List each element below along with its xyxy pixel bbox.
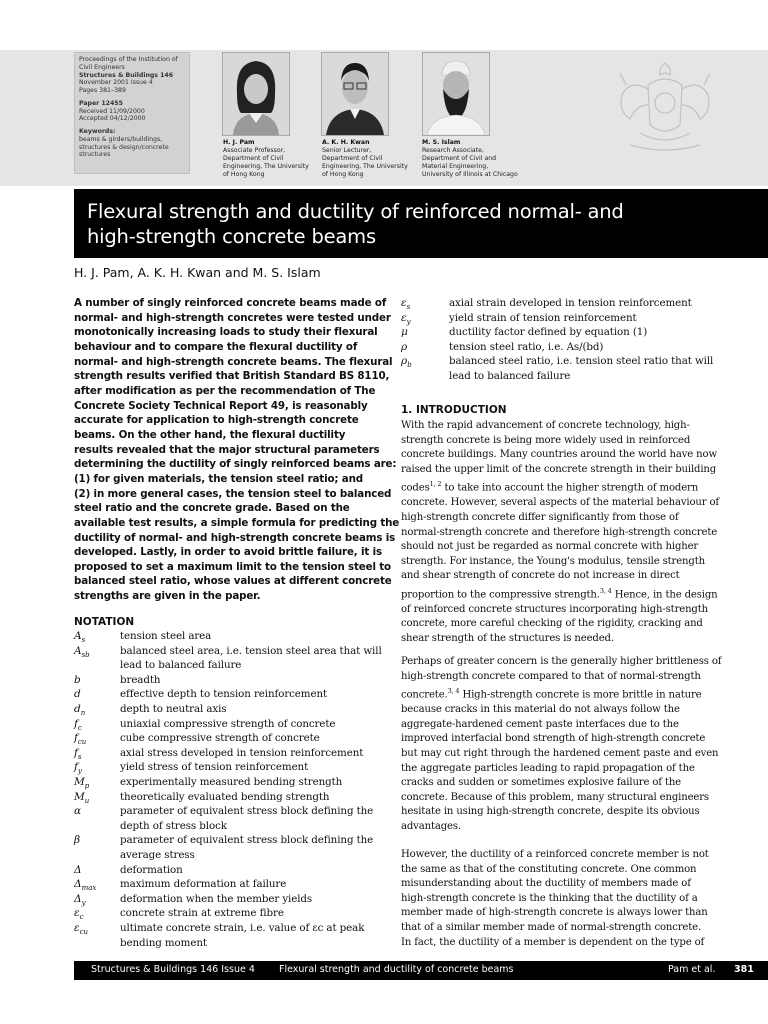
page-number: 381 — [734, 964, 754, 975]
body-line: Perhaps of greater concern is the generally higher brittleness of — [401, 656, 722, 667]
author-photo-kwan — [321, 52, 389, 136]
abstract-line: available test results, a simple formula for predicting the — [74, 516, 400, 529]
notation-definition: balanced steel area, i.e. tension steel area that will — [120, 644, 382, 657]
body-line: high-strength concrete is the thinking that the ductility of a — [401, 892, 698, 904]
pub-issue: November 2001 Issue 4 — [79, 79, 153, 87]
notation-symbol: ρ — [401, 340, 408, 353]
author-photo-pam — [222, 52, 290, 136]
body-line: the same as that of the constituting concrete. One common — [401, 863, 697, 875]
footer-authors: Pam et al. — [668, 964, 716, 975]
body-line: the aggregate particles leading to rapid propagation of the — [401, 762, 695, 774]
author-caption-pam — [223, 139, 309, 178]
intro-paragraph-1 — [401, 419, 761, 647]
keywords-label: Keywords: — [79, 128, 116, 135]
body-line: improved interfacial bond strength of high-strength concrete — [401, 733, 706, 745]
abstract-line: proposed to set a maximum limit to the tension steel to — [74, 560, 391, 573]
body-line: concrete buildings. Many countries around the world have now — [401, 449, 717, 461]
notation-symbol: $\varepsilon_y$ — [401, 311, 411, 326]
author-affiliation: of Hong Kong — [223, 170, 265, 178]
abstract-line: A number of singly reinforced concrete beams made of — [74, 297, 387, 309]
body-line: proportion to the compressive strength.$^{3, 4}$ Hence, in the design — [401, 586, 718, 601]
body-line: concrete, more careful checking of the rigidity, cracking and — [401, 618, 703, 630]
intro-paragraph-3 — [401, 848, 761, 950]
body-line: hesitate in using high-strength concrete, despite its obvious — [401, 806, 700, 818]
author-affiliation: Associate Professor, — [223, 146, 286, 154]
abstract — [74, 296, 400, 604]
pub-journal: Structures & Buildings 146 — [79, 71, 174, 79]
notation-definition: depth of stress block — [120, 819, 227, 832]
notation-symbol: $f_c$ — [74, 717, 82, 732]
body-line: of reinforced concrete structures incorporating high-strength — [401, 603, 708, 615]
body-line: normal-strength concrete and therefore high-strength concrete — [401, 526, 718, 538]
author-affiliation: Engineering, The University — [322, 162, 408, 170]
title-line: high-strength concrete beams — [87, 225, 376, 248]
body-line: aggregate-hardened cement paste interfaces due to the — [401, 718, 679, 730]
body-line: because cracks in this material do not always follow the — [401, 704, 680, 716]
author-caption-kwan — [322, 139, 408, 178]
keyword-line: beams & girders/buildings, — [79, 135, 163, 143]
keyword-line: structures — [79, 151, 111, 159]
author-affiliation: Department of Civil — [322, 154, 383, 162]
notation-definition: concrete strain at extreme fibre — [120, 907, 284, 920]
author-affiliation: University of Illinois at Chicago — [422, 170, 518, 178]
notation-symbol: α — [74, 805, 82, 818]
notation-definition: cube compressive strength of concrete — [120, 732, 320, 745]
ice-emblem-icon — [600, 55, 730, 160]
abstract-line: (1) for given materials, the tension steel ratio; and — [74, 472, 363, 485]
page-footer — [74, 961, 768, 980]
abstract-line: beams. On the other hand, the flexural ductility — [74, 428, 346, 441]
abstract-line: determining the ductility of singly reinforced beams are: — [74, 458, 397, 471]
notation-symbol: $\varepsilon_s$ — [401, 297, 411, 312]
body-line: strength. For instance, the Young's modulus, tensile strength — [401, 555, 705, 567]
intro-paragraph-2 — [401, 655, 761, 834]
notation-definition: breadth — [120, 673, 161, 686]
notation-symbol: b — [74, 673, 81, 686]
body-line: With the rapid advancement of concrete technology, high- — [401, 420, 690, 431]
body-line: that of a similar member made of normal-strength concrete. — [401, 921, 702, 933]
notation-definition: yield strain of tension reinforcement — [449, 311, 637, 324]
abstract-line: monotonically increasing loads to study their flexural — [74, 326, 378, 339]
abstract-line: (2) in more general cases, the tension steel to balanced — [74, 487, 392, 500]
abstract-line: results revealed that the major structural parameters — [74, 443, 380, 456]
body-line: misunderstanding about the ductility of members made of — [401, 878, 691, 890]
body-line: cracks and sudden or sometimes explosive failure of the — [401, 777, 682, 789]
pub-paper-number: Paper 12455 — [79, 99, 123, 107]
notation-definition: tension steel ratio, i.e. As/(bd) — [449, 340, 604, 353]
body-line: but may cut right through the hardened cement paste and even — [401, 747, 719, 759]
notation-symbol: $M_p$ — [74, 776, 90, 791]
notation-symbol: β — [74, 834, 81, 847]
notation-symbol: $f_s$ — [74, 746, 82, 761]
body-line: codes$^{1, 2}$ to take into account the higher strength of modern — [401, 480, 699, 494]
body-line: advantages. — [401, 820, 461, 832]
notation-definition: experimentally measured bending strength — [120, 776, 343, 788]
notation-symbol: $f_y$ — [74, 761, 82, 776]
body-line: high-strength concrete compared to that of normal-strength — [401, 670, 701, 682]
notation-symbol: $A_{sb}$ — [74, 644, 90, 659]
author-affiliation: Material Engineering, — [422, 162, 489, 170]
notation-definition: axial stress developed in tension reinforcement — [120, 746, 364, 759]
publication-info-box — [74, 52, 190, 174]
abstract-line: behaviour and to compare the flexural ductility of — [74, 340, 358, 353]
article-title — [87, 199, 624, 249]
body-line: high-strength concrete differ significantly from those of — [401, 511, 679, 523]
author-affiliation: Department of Civil and — [422, 154, 497, 162]
notation-definition: lead to balanced failure — [449, 370, 571, 382]
section-heading-introduction: 1. INTRODUCTION — [401, 404, 507, 416]
author-affiliation: Department of Civil — [223, 154, 284, 162]
body-line: strength concrete is being more widely used in reinforced — [401, 434, 691, 446]
notation-definition: uniaxial compressive strength of concrete — [120, 717, 336, 730]
abstract-line: ductility of normal- and high-strength concrete beams is — [74, 531, 396, 544]
body-line: concrete. Because of this problem, many structural engineers — [401, 791, 709, 803]
notation-definition: parameter of equivalent stress block defining the — [120, 805, 374, 818]
notation-symbol: $d_n$ — [74, 703, 86, 718]
body-line: should not just be regarded as normal concrete with higher — [401, 541, 699, 553]
notation-definition: ductility factor defined by equation (1) — [449, 326, 648, 339]
body-line: and shear strength of concrete do not increase in direct — [401, 570, 680, 582]
notation-symbol: $\Delta_y$ — [74, 892, 86, 907]
footer-title: Flexural strength and ductility of concrete beams — [279, 964, 514, 975]
pub-received: Received 11/09/2000 — [79, 107, 145, 115]
notation-definition: lead to balanced failure — [120, 659, 242, 672]
body-line: In fact, the ductility of a member is dependent on the type of — [401, 936, 705, 948]
pub-pages: Pages 381–389 — [79, 87, 126, 94]
author-name: M. S. Islam — [422, 139, 461, 146]
pub-line: Civil Engineers — [79, 63, 125, 71]
abstract-line: developed. Lastly, in order to avoid brittle failure, it is — [74, 546, 382, 559]
notation-symbol: $\varepsilon_{cu}$ — [74, 922, 89, 937]
abstract-line: steel ratio and the concrete grade. Based on the — [74, 502, 350, 515]
abstract-line: normal- and high-strength concrete beams. The flexural — [74, 355, 393, 368]
pub-accepted: Accepted 04/12/2000 — [79, 115, 146, 123]
notation-definition: bending moment — [120, 936, 207, 949]
author-affiliation: Engineering, The University — [223, 162, 309, 170]
notation-definition: deformation — [120, 863, 183, 876]
notation-definition: ultimate concrete strain, i.e. value of εc at peak — [120, 922, 365, 934]
notation-symbol: $\rho_b$ — [401, 355, 412, 370]
body-line: concrete.$^{3, 4}$ High-strength concrete is more brittle in nature — [401, 687, 702, 701]
citation-superscript: 3, 4 — [599, 586, 612, 595]
title-line: Flexural strength and ductility of reinforced normal- and — [87, 200, 624, 223]
author-name: H. J. Pam — [223, 139, 255, 146]
abstract-line: Concrete Society Technical Report 49, is reasonably — [74, 399, 368, 412]
footer-journal: Structures & Buildings 146 Issue 4 — [91, 964, 255, 975]
body-line: concrete. However, several aspects of the material behaviour of — [401, 497, 720, 509]
notation-definition: axial strain developed in tension reinforcement — [449, 297, 692, 309]
title-bar — [74, 189, 768, 258]
notation-definition: tension steel area — [120, 630, 212, 642]
pub-line: Proceedings of the Institution of — [79, 56, 178, 63]
citation-superscript: 1, 2 — [429, 480, 442, 489]
author-affiliation: of Hong Kong — [322, 170, 364, 178]
abstract-line: strengths are given in the paper. — [74, 590, 261, 603]
notation-heading: NOTATION — [74, 616, 135, 628]
notation-symbol: d — [74, 688, 81, 701]
notation-definition: average stress — [120, 849, 195, 861]
citation-superscript: 3, 4 — [447, 687, 460, 696]
abstract-line: after modification as per the recommendation of The — [74, 384, 376, 397]
abstract-line: balanced steel ratio, whose values at different concrete — [74, 575, 392, 588]
notation-symbol: μ — [401, 326, 408, 339]
article-authors: H. J. Pam, A. K. H. Kwan and M. S. Islam — [74, 265, 321, 280]
notation-definition: effective depth to tension reinforcement — [120, 688, 328, 701]
notation-definition: depth to neutral axis — [120, 703, 227, 715]
notation-symbol: $\varepsilon_c$ — [74, 907, 84, 922]
author-name: A. K. H. Kwan — [322, 139, 370, 146]
author-caption-islam — [422, 139, 518, 178]
body-line: raised the upper limit of the concrete strength in their building — [401, 463, 717, 475]
notation-symbol: Δ — [74, 863, 82, 876]
author-photo-islam — [422, 52, 490, 136]
notation-definition: maximum deformation at failure — [120, 878, 287, 891]
notation-symbol: $M_u$ — [74, 790, 90, 805]
author-affiliation: Research Associate, — [422, 146, 484, 154]
abstract-line: strength results verified that British Standard BS 8110, — [74, 370, 390, 383]
body-line: However, the ductility of a reinforced concrete member is not — [401, 849, 709, 860]
abstract-line: normal- and high-strength concretes were tested under — [74, 311, 391, 324]
notation-definition: parameter of equivalent stress block defining the — [120, 834, 374, 847]
body-line: shear strength of the structures is needed. — [401, 633, 614, 645]
keyword-line: structures & design/concrete — [79, 143, 169, 151]
notation-definition: theoretically evaluated bending strength — [120, 790, 330, 803]
abstract-line: accurate for application to high-strength concrete — [74, 414, 359, 427]
notation-symbol: $\Delta_{max}$ — [74, 878, 97, 893]
notation-definition: balanced steel ratio, i.e. tension steel ratio that will — [449, 355, 714, 368]
body-line: member made of high-strength concrete is always lower than — [401, 907, 708, 919]
notation-symbol: $A_s$ — [74, 630, 86, 645]
notation-definition: yield stress of tension reinforcement — [120, 761, 309, 774]
author-affiliation: Senior Lecturer, — [322, 146, 372, 154]
notation-definition: deformation when the member yields — [120, 892, 313, 905]
notation-symbol: $f_{cu}$ — [74, 732, 87, 747]
